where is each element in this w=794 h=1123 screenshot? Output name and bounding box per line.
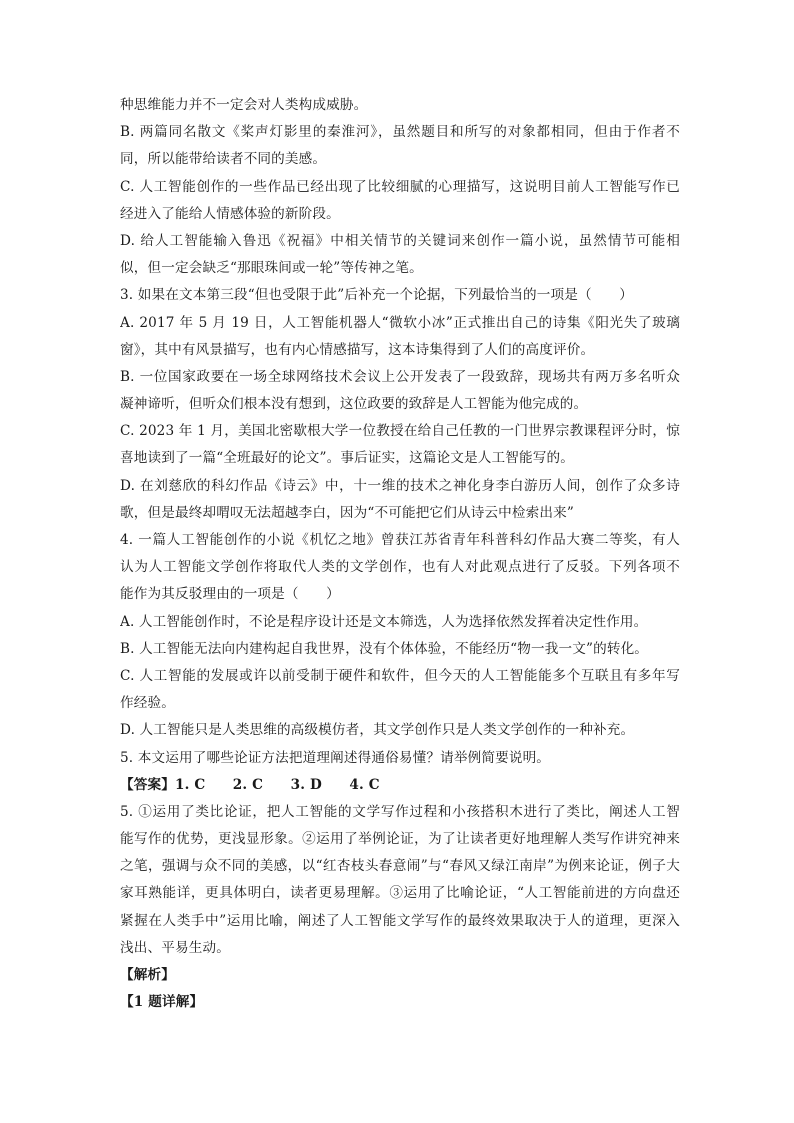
document-page (120, 92, 680, 1016)
text-line: 家耳熟能详，更具体明白，读者更易理解。③运用了比喻论证，“人工智能前进的方向盘还 (120, 885, 680, 902)
text-line: 窗》，其中有风景描写，也有内心情感描写，这本诗集得到了人们的高度评价。 (120, 341, 595, 358)
text-line: C. 2023 年 1 月，美国北密歇根大学一位教授在给自己任教的一门世界宗教课程评分时，惊 (120, 423, 680, 440)
text-line: 【解析】 (120, 967, 175, 983)
text-line: D. 在刘慈欣的科幻作品《诗云》中，十一维的技术之神化身李白游历人间，创作了众多诗 (120, 477, 680, 494)
text-line: B. 人工智能无法向内建构起自我世界，没有个体体验，不能经历“物一我一文”的转化。 (120, 640, 649, 657)
text-line: 歌，但是最终却喟叹无法超越李白，因为“不可能把它们从诗云中检索出来” (120, 504, 574, 521)
text-line: B. 两篇同名散文《桨声灯影里的秦淮河》，虽然题目和所写的对象都相同，但由于作者不 (120, 124, 680, 141)
text-line: 作经验。 (120, 695, 175, 712)
text-line: 5. ①运用了类比论证，把人工智能的文学写作过程和小孩搭积木进行了类比，阐述人工智 (120, 803, 680, 820)
text-line: 5. 本文运用了哪些论证方法把道理阐述得通俗易懂？请举例简要说明。 (120, 749, 551, 766)
text-line: A. 2017 年 5 月 19 日，人工智能机器人“微软小冰”正式推出自己的诗集《阳光失了玻璃 (120, 314, 680, 331)
text-line: 认为人工智能文学创作将取代人类的文学创作，也有人对此观点进行了反驳。下列各项不 (120, 559, 680, 576)
text-line: 似，但一定会缺乏“那眼珠间或一轮”等传神之笔。 (120, 260, 423, 277)
text-line: 种思维能力并不一定会对人类构成威胁。 (120, 97, 368, 113)
text-line: C. 人工智能创作的一些作品已经出现了比较细腻的心理描写，这说明目前人工智能写作已 (120, 178, 680, 195)
text-line: 浅出、平易生动。 (120, 939, 230, 956)
text-line: 经进入了能给人情感体验的新阶段。 (120, 205, 340, 222)
text-line: 能写作的优势，更浅显形象。②运用了举例论证，为了让读者更好地理解人类写作讲究神来 (120, 831, 680, 848)
text-line: 之笔，强调与众不同的美感，以“红杏枝头春意闹”与“春风又绿江南岸”为例来论证，例子大 (120, 858, 680, 875)
text-line: C. 人工智能的发展或许以前受制于硬件和软件，但今天的人工智能能多个互联且有多年写 (120, 667, 680, 684)
text-line: D. 给人工智能输入鲁迅《祝福》中相关情节的关键词来创作一篇小说，虽然情节可能相 (120, 232, 680, 249)
text-line: 同，所以能带给读者不同的美感。 (120, 151, 327, 168)
text-line: 【1 题详解】 (120, 994, 204, 1011)
text-line: 3. 如果在文本第三段“但也受限于此”后补充一个论据，下列最恰当的一项是（ ） (120, 287, 633, 304)
text-line: D. 人工智能只是人类思维的高级模仿者，其文学创作只是人类文学创作的一种补充。 (120, 722, 635, 739)
text-line: 能作为其反驳理由的一项是（ ） (120, 586, 340, 603)
text-line: 紧握在人类手中”运用比喻，阐述了人工智能文学写作的最终效果取决于人的道理，更深入 (120, 912, 680, 929)
text-line: 4. 一篇人工智能创作的小说《机忆之地》曾获江苏省青年科普科幻作品大赛二等奖，有人 (120, 532, 680, 548)
text-line: 凝神谛听，但听众们根本没有想到，这位政要的致辞是人工智能为他完成的。 (120, 396, 588, 413)
text-line: 【答案】1. C 2. C 3. D 4. C (120, 776, 380, 793)
text-line: A. 人工智能创作时，不论是程序设计还是文本筛选，人为选择依然发挥着决定性作用。 (120, 613, 648, 630)
text-line: B. 一位国家政要在一场全球网络技术会议上公开发表了一段致辞，现场共有两万多名听众 (120, 368, 680, 385)
text-line: 喜地读到了一篇“全班最好的论文”。事后证实，这篇论文是人工智能写的。 (120, 450, 574, 467)
